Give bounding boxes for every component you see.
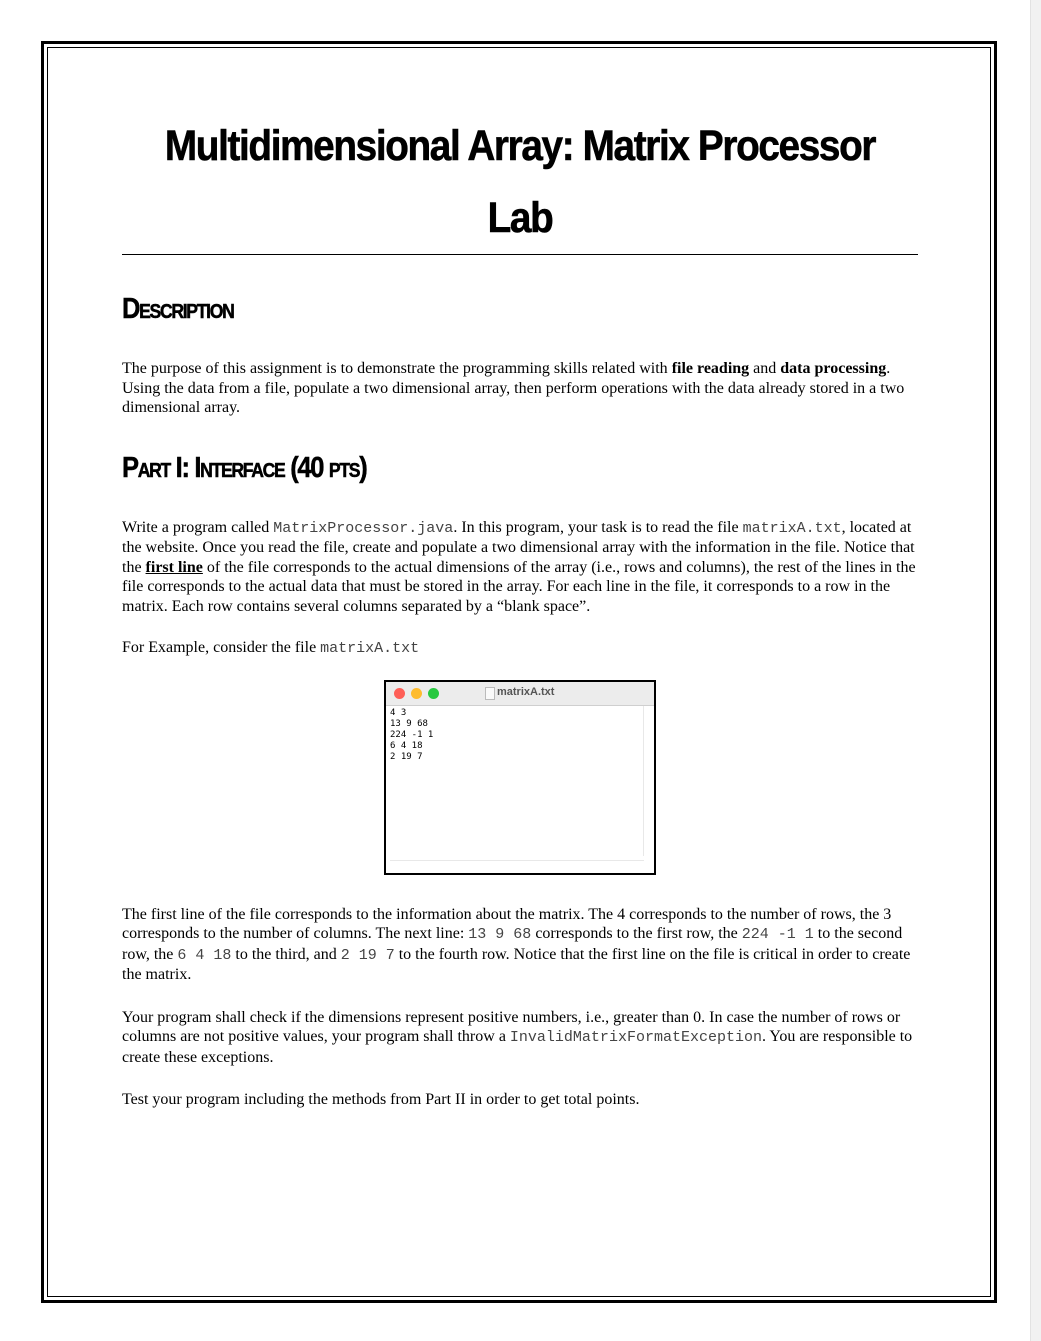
description-heading: Description bbox=[122, 293, 234, 325]
minimize-window-icon[interactable] bbox=[411, 688, 422, 699]
window-horizontal-scrollbar[interactable] bbox=[390, 860, 644, 861]
document-content bbox=[122, 110, 918, 1110]
title-divider bbox=[122, 254, 918, 255]
vertical-scrollbar[interactable] bbox=[1030, 0, 1041, 1341]
window-title: matrixA.txt bbox=[497, 685, 555, 698]
zoom-window-icon[interactable] bbox=[428, 688, 439, 699]
file-line: 224 -1 1 bbox=[390, 729, 434, 740]
part1-paragraph-1: Write a program called MatrixProcessor.java. In this program, your task is to read the file matrixA.txt, located at the website. Once you read the file, create and populate a two dimensional array with the information in the file. Notice that the first line of the file corresponds to the actual dimensions of the array (i.e., rows and columns), the rest of the lines in the file corresponds to the actual data that must be stored in the array. For each line in the file, it corresponds to a row in the matrix. Each row contains several columns separated by a “blank space”. bbox=[122, 518, 916, 615]
file-preview-window bbox=[384, 680, 656, 875]
close-window-icon[interactable] bbox=[394, 688, 405, 699]
file-contents[interactable] bbox=[386, 706, 654, 765]
text-file-icon bbox=[485, 687, 495, 700]
part1-paragraph-4: Your program shall check if the dimensions represent positive numbers, i.e., greater than 0. In case the number of rows or columns are not positive values, your program shall throw a InvalidMatrixFormatException. You are responsible to create these exceptions. bbox=[122, 1008, 913, 1066]
part1-paragraph-3: The first line of the file corresponds to the information about the matrix. The 4 corresponds to the number of rows, the 3 corresponds to the number of columns. The next line: 13 9 68 corresponds to the first row, the 224 -1 1 to the second row, the 6 4 18 to the third, and 2 19 7 to the fourth row. Notice that the first line on the file is critical in order to create the matrix. bbox=[122, 905, 911, 983]
file-line: 4 3 bbox=[390, 707, 407, 718]
part1-paragraph-5: Test your program including the methods from Part II in order to get total points. bbox=[122, 1091, 640, 1108]
description-paragraph: The purpose of this assignment is to demonstrate the programming skills related with file reading and data processing. Using the data from a file, populate a two dimensional array, then perform operations with the data already stored in a two dimensional array. bbox=[122, 360, 905, 416]
part1-heading: Part I: Interface (40 pts) bbox=[122, 451, 367, 484]
window-vertical-scrollbar[interactable] bbox=[643, 706, 644, 856]
file-line: 13 9 68 bbox=[390, 718, 428, 729]
part1-paragraph-2: For Example, consider the file matrixA.txt bbox=[122, 639, 420, 657]
window-titlebar bbox=[386, 682, 654, 706]
page-title: Multidimensional Array: Matrix Processor Lab bbox=[164, 122, 876, 242]
file-line: 6 4 18 bbox=[390, 740, 423, 751]
file-line: 2 19 7 bbox=[390, 751, 423, 762]
